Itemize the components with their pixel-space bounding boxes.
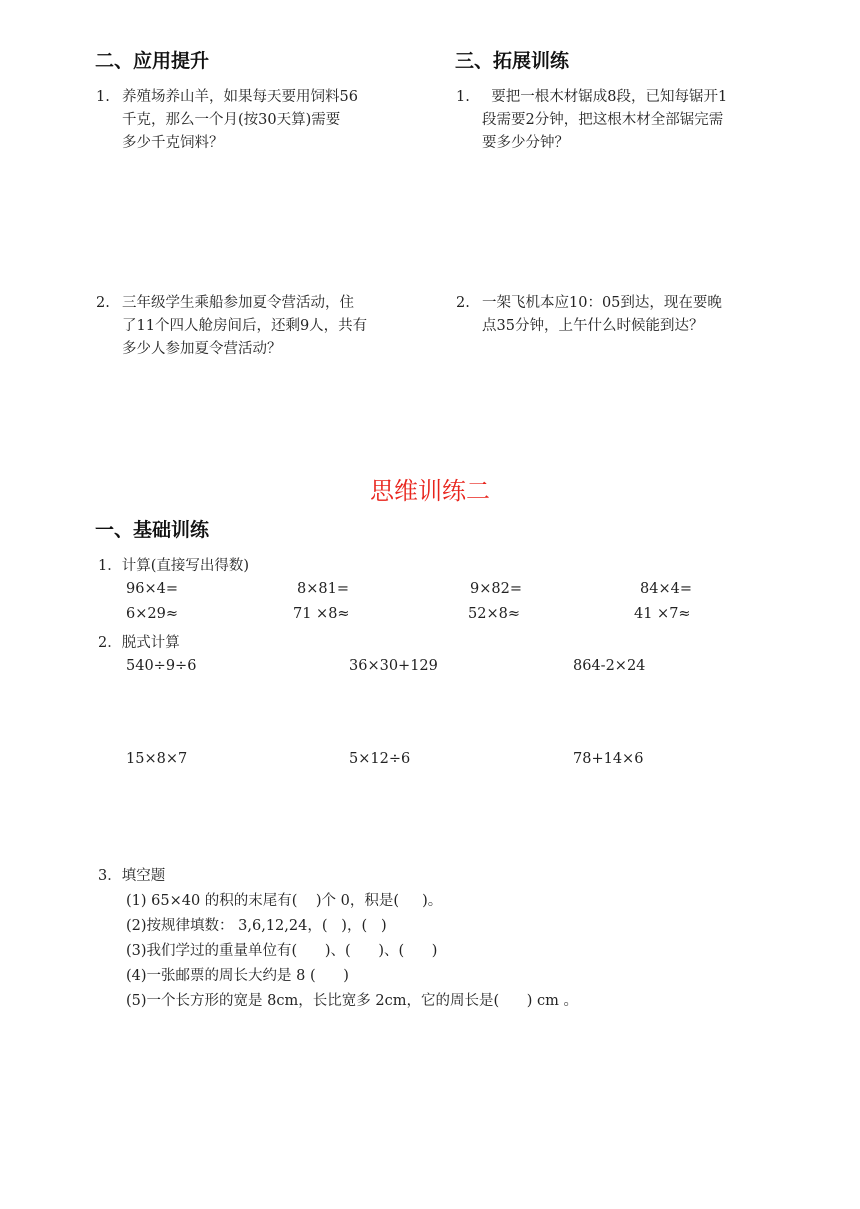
question-text-line: 养殖场养山羊，如果每天要用饲料56 bbox=[122, 89, 358, 105]
question-number: 1. bbox=[96, 89, 110, 105]
question-application-2 bbox=[96, 292, 416, 362]
question-text-line: 要多少分钟？ bbox=[482, 135, 569, 151]
calc-item: 41 ×7≈ bbox=[634, 606, 691, 622]
step-calc-item: 540÷9÷6 bbox=[126, 658, 197, 674]
fill-blank-item: (1) 65×40 的积的末尾有( )个 0，积是( )。 bbox=[126, 893, 443, 909]
question-text-line: 一架飞机本应10：05到达，现在要晚 bbox=[482, 295, 722, 311]
question-text-line: 多少千克饲料？ bbox=[122, 135, 224, 151]
fill-blank-item: (5)一个长方形的宽是 8cm，长比宽多 2cm，它的周长是( ) cm 。 bbox=[126, 993, 579, 1009]
question-number: 2. bbox=[456, 295, 470, 311]
calc-item: 8×81= bbox=[297, 581, 349, 597]
calc-label: 1．计算(直接写出得数) bbox=[98, 558, 250, 574]
calc-item: 71 ×8≈ bbox=[293, 606, 350, 622]
section-heading-extension: 三、拓展训练 bbox=[455, 50, 570, 72]
step-calc-item: 5×12÷6 bbox=[349, 751, 411, 767]
calc-item: 52×8≈ bbox=[468, 606, 520, 622]
step-calc-item: 36×30+129 bbox=[349, 658, 438, 674]
question-text-line: 要把一根木材锯成8段，已知每锯开1 bbox=[482, 89, 728, 105]
question-number: 2. bbox=[96, 295, 110, 311]
question-application-1 bbox=[96, 86, 416, 156]
fill-blank-item: (4)一张邮票的周长大约是 8 ( ) bbox=[126, 968, 349, 984]
calc-item: 96×4= bbox=[126, 581, 178, 597]
fill-blank-item: (3)我们学过的重量单位有( )、( )、( ) bbox=[126, 943, 438, 959]
step-calc-item: 78+14×6 bbox=[573, 751, 644, 767]
calc-item: 84×4= bbox=[640, 581, 692, 597]
section-heading-application: 二、应用提升 bbox=[95, 50, 210, 72]
question-text-line: 三年级学生乘船参加夏令营活动，住 bbox=[122, 295, 354, 311]
question-text-line: 段需要2分钟，把这根木材全部锯完需 bbox=[482, 112, 724, 128]
question-extension-2 bbox=[456, 292, 786, 342]
calc-item: 6×29≈ bbox=[126, 606, 178, 622]
fill-blank-label: 3．填空题 bbox=[98, 868, 166, 884]
question-text-line: 千克，那么一个月(按30天算)需要 bbox=[122, 112, 341, 128]
section-heading-basic: 一、基础训练 bbox=[95, 519, 210, 541]
step-calc-item: 864-2×24 bbox=[573, 658, 646, 674]
question-text-line: 了11个四人舱房间后，还剩9人，共有 bbox=[122, 318, 368, 334]
fill-blank-item: (2)按规律填数： 3,6,12,24，( )，( ) bbox=[126, 918, 387, 934]
step-calc-item: 15×8×7 bbox=[126, 751, 188, 767]
page-title: 思维训练二 bbox=[370, 477, 490, 505]
question-text-line: 点35分钟，上午什么时候能到达？ bbox=[482, 318, 704, 334]
question-extension-1 bbox=[456, 86, 786, 156]
step-calc-label: 2．脱式计算 bbox=[98, 635, 180, 651]
question-text-line: 多少人参加夏令营活动？ bbox=[122, 341, 282, 357]
question-number: 1. bbox=[456, 89, 470, 105]
calc-item: 9×82= bbox=[470, 581, 522, 597]
